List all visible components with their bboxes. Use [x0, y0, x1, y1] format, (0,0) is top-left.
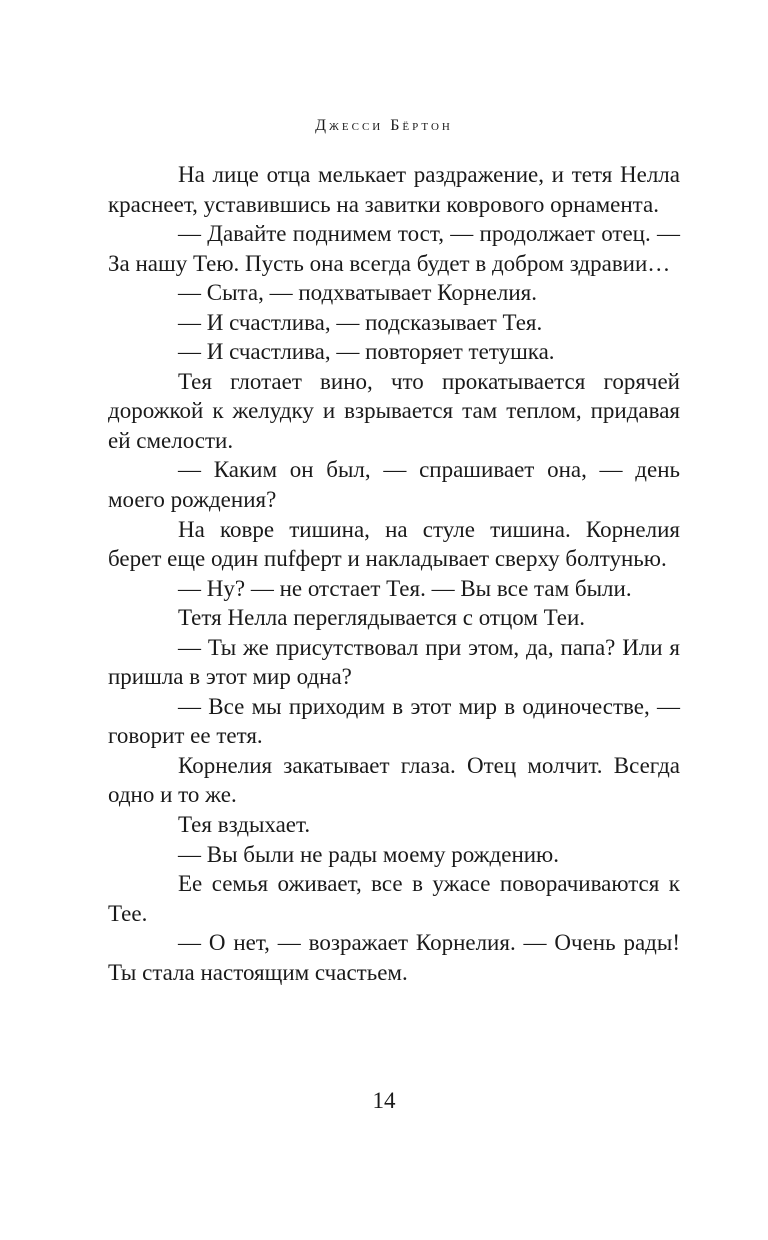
paragraph: На ковре тишина, на стуле тишина. Корнелия берет еще один пufферт и накладывает сверху болтунью. — [108, 516, 680, 572]
paragraph: — Каким он был, — спрашивает она, — день моего рождения? — [108, 457, 680, 513]
paragraph: — Сыта, — подхватывает Корнелия. — [178, 280, 537, 306]
paragraph: Тетя Нелла переглядывается с отцом Теи. — [178, 605, 586, 631]
body-text — [108, 160, 680, 987]
paragraph: — Ну? — не отстает Тея. — Вы все там были. — [178, 575, 632, 601]
paragraph: Корнелия закатывает глаза. Отец молчит. Всегда одно и то же. — [108, 752, 680, 808]
paragraph: — Ты же присутствовал при этом, да, папа? Или я пришла в этот мир одна? — [108, 634, 680, 690]
paragraph: — Давайте поднимем тост, — продолжает отец. — За нашу Тею. Пусть она всегда будет в добром здравии… — [108, 221, 680, 276]
paragraph: На лице отца мелькает раздражение, и тетя Нелла краснеет, уставившись на завитки коврового орнамента. — [108, 162, 680, 217]
paragraph: Тея глотает вино, что прокатывается горячей дорожкой к желудку и взрывается там теплом, придавая ей смелости. — [108, 368, 680, 453]
paragraph: — Вы были не рады моему рождению. — [178, 841, 559, 867]
paragraph: — О нет, — возражает Корнелия. — Очень рады! Ты стала настоящим счастьем. — [108, 930, 680, 985]
paragraph: Тея вздыхает. — [178, 812, 311, 838]
paragraph: Ее семья оживает, все в ужасе поворачиваются к Тее. — [108, 871, 680, 926]
paragraph: — И счастлива, — подсказывает Тея. — [178, 309, 543, 335]
running-header: Джесси Бёртон — [315, 117, 453, 134]
paragraph: — Все мы приходим в этот мир в одиночестве, — говорит ее тетя. — [108, 693, 680, 749]
page-number: 14 — [372, 1088, 396, 1113]
paragraph: — И счастлива, — повторяет тетушка. — [178, 339, 555, 365]
